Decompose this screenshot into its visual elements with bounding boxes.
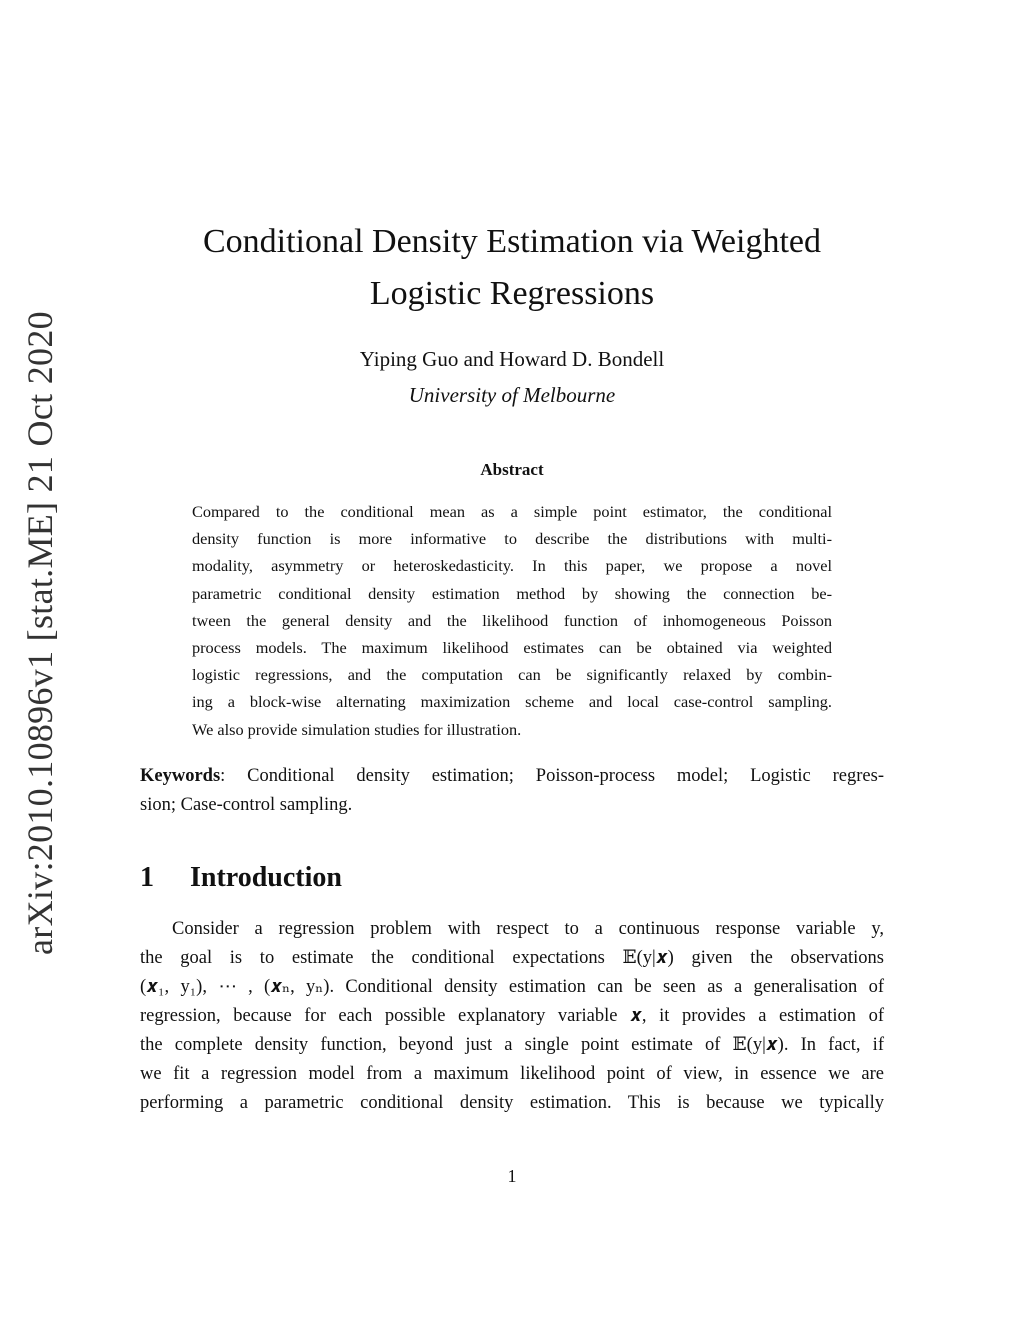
- authors: Yiping Guo and Howard D. Bondell: [359, 347, 665, 371]
- abstract-line: process models. The maximum likelihood estimates can be obtained via weighted: [192, 638, 832, 658]
- section-title: Introduction: [190, 862, 342, 893]
- intro-line: the goal is to estimate the conditional expectations 𝔼(y|𝒙) given the observations: [140, 948, 884, 968]
- abstract-line: We also provide simulation studies for illustration.: [192, 719, 522, 739]
- abstract-line: ing a block-wise alternating maximization scheme and local case-control sampling.: [192, 692, 832, 712]
- keywords-line-1: [140, 762, 884, 791]
- abstract-body: [192, 498, 832, 743]
- keywords-text-1: : Conditional density estimation; Poisson-process model; Logistic regres-: [220, 766, 884, 786]
- intro-line: Consider a regression problem with respect to a continuous response variable y,: [172, 919, 884, 939]
- intro-line: (𝒙₁, y₁), ⋯ , (𝒙ₙ, yₙ). Conditional density estimation can be seen as a generalisation of: [140, 977, 884, 997]
- intro-paragraph: [140, 915, 884, 1118]
- paper-title: [140, 216, 884, 320]
- abstract-line: logistic regressions, and the computation can be significantly relaxed by combin-: [192, 665, 832, 685]
- abstract-line: modality, asymmetry or heteroskedasticity. In this paper, we propose a novel: [192, 556, 832, 576]
- intro-line: the complete density function, beyond just a single point estimate of 𝔼(y|𝒙). In fact, if: [140, 1035, 884, 1055]
- section-number: 1: [140, 862, 154, 893]
- title-line-2: Logistic Regressions: [369, 275, 655, 312]
- affiliation: University of Melbourne: [408, 383, 616, 407]
- intro-line: regression, because for each possible explanatory variable 𝒙, it provides a estimation of: [140, 1006, 884, 1026]
- abstract-line: Compared to the conditional mean as a simple point estimator, the conditional: [192, 502, 832, 521]
- intro-line: we fit a regression model from a maximum likelihood point of view, in essence we are: [140, 1064, 884, 1084]
- arxiv-identifier: arXiv:2010.10896v1 [stat.ME] 21 Oct 2020: [20, 311, 60, 955]
- abstract-line: density function is more informative to describe the distributions with multi-: [192, 529, 832, 549]
- keywords: [140, 762, 884, 820]
- abstract-line: parametric conditional density estimation method by showing the connection be-: [192, 583, 832, 603]
- intro-line: performing a parametric conditional density estimation. This is because we typically: [140, 1093, 884, 1113]
- title-line-1: Conditional Density Estimation via Weighted: [202, 223, 821, 260]
- keywords-line-2: sion; Case-control sampling.: [140, 795, 353, 815]
- section-heading: [140, 858, 342, 898]
- abstract-heading: Abstract: [480, 460, 544, 479]
- page-number: 1: [507, 1166, 517, 1186]
- keywords-label: Keywords: [140, 766, 221, 786]
- abstract-line: tween the general density and the likelihood function of inhomogeneous Poisson: [192, 610, 832, 630]
